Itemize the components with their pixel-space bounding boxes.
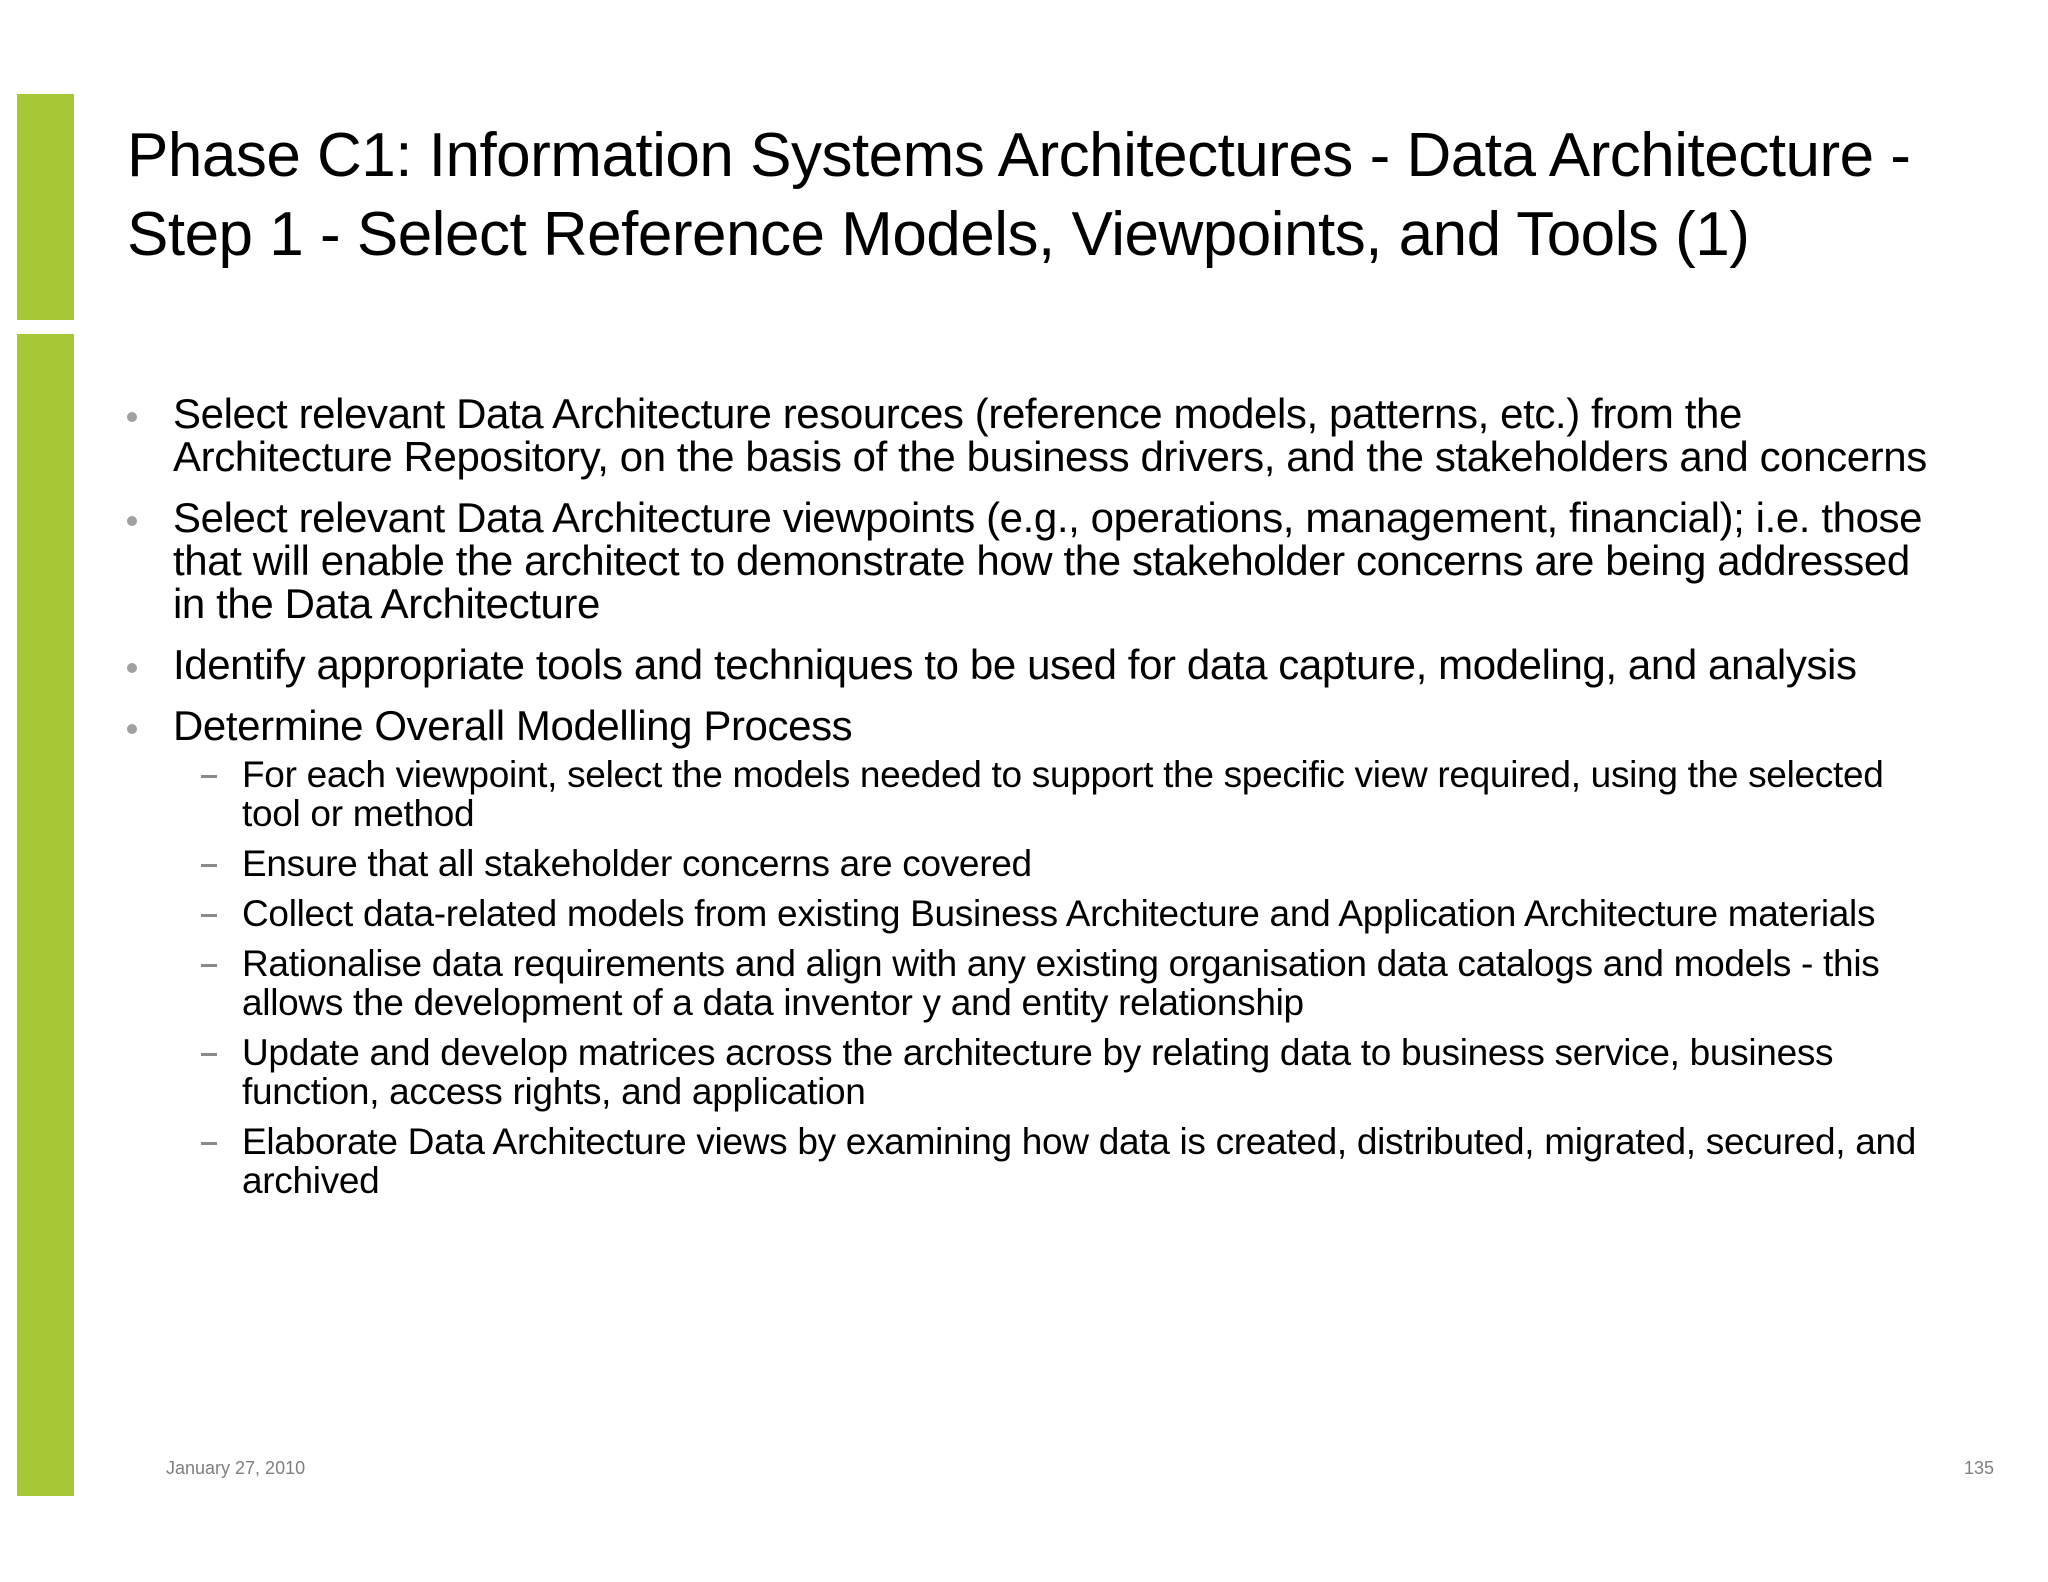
sub-bullet-text: Ensure that all stakeholder concerns are covered [242,843,1032,884]
sub-bullet-item [127,1122,1947,1200]
dash-icon [201,964,217,967]
sub-bullet-item [127,894,1947,933]
sub-bullet-item [127,755,1947,833]
sub-bullet-item [127,1033,1947,1111]
sub-bullet-item [127,944,1947,1022]
bullet-dot-icon [127,412,137,422]
bullet-dot-icon [127,663,137,673]
sub-bullet-text: Rationalise data requirements and align with any existing organisation data catalogs and models - this allows the development of a data inventor y and entity relationship [242,943,1880,1023]
bullet-item [127,496,1947,625]
bullet-dot-icon [127,724,137,734]
dash-icon [201,1142,217,1145]
bullet-item [127,704,1947,1200]
slide-title: Phase C1: Information Systems Architectures - Data Architecture - Step 1 - Select Reference Models, Viewpoints, and Tools (1) [127,121,1911,269]
sub-bullet-text: Elaborate Data Architecture views by examining how data is created, distributed, migrated, secured, and archived [242,1121,1917,1201]
bullet-item [127,643,1947,686]
dash-icon [201,914,217,917]
dash-icon [201,864,217,867]
sub-bullet-text: For each viewpoint, select the models needed to support the specific view required, using the selected tool or method [242,754,1884,834]
sub-bullet-text: Update and develop matrices across the architecture by relating data to business service, business function, access rights, and application [242,1032,1834,1112]
accent-bar-top [17,94,74,320]
sub-bullet-item [127,844,1947,883]
bullet-item [127,392,1947,478]
footer-date: January 27, 2010 [166,1458,306,1478]
bullet-dot-icon [127,516,137,526]
bullet-text: Determine Overall Modelling Process [173,702,853,749]
sub-bullet-list [173,755,1947,1200]
accent-bar-bottom [17,334,74,1496]
dash-icon [201,1053,217,1056]
page-number: 135 [1963,1458,1994,1478]
bullet-text: Select relevant Data Architecture resources (reference models, patterns, etc.) from the Architecture Repository, on the basis of the business drivers, and the stakeholders and concerns [173,390,1927,480]
bullet-text: Select relevant Data Architecture viewpoints (e.g., operations, management, financial); i.e. those that will enable the architect to demonstrate how the stakeholder concerns are being addressed in the Data Architecture [173,494,1923,627]
slide-content [127,392,1947,1218]
dash-icon [201,775,217,778]
sub-bullet-text: Collect data-related models from existing Business Architecture and Application Architecture materials [242,893,1876,934]
bullet-text: Identify appropriate tools and techniques to be used for data capture, modeling, and analysis [173,641,1857,688]
